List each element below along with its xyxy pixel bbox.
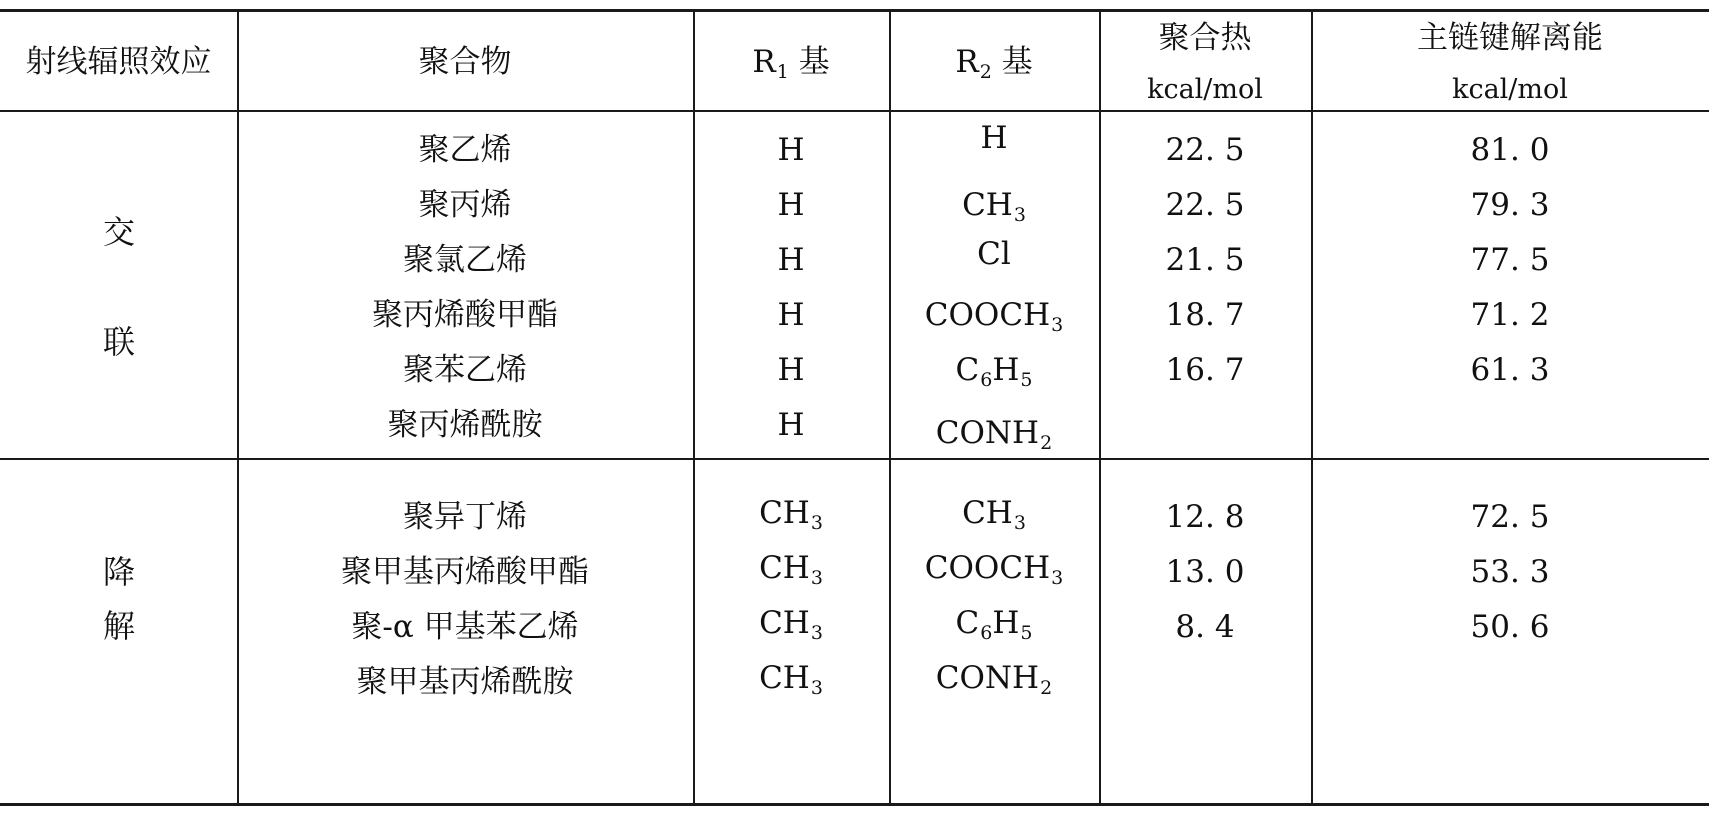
r1-group: $CH_3$ [759, 550, 823, 589]
r2-group: $COOCH_3$ [924, 550, 1064, 589]
bond-dissociation-energy: 79. 3 [1470, 187, 1550, 223]
r1-group: H [777, 187, 805, 223]
bottom-rule [0, 803, 1709, 806]
r2-group: $CH_3$ [962, 495, 1026, 534]
polymer-name: 聚乙烯 [418, 132, 512, 168]
bond-dissociation-energy: 71. 2 [1470, 297, 1550, 333]
polymer-name: 聚氯乙烯 [403, 242, 527, 278]
group-label-char: 联 [102, 323, 135, 361]
header-heat-unit: kcal/mol [1147, 74, 1263, 105]
bond-dissociation-energy: 77. 5 [1470, 242, 1550, 278]
header-heat: 聚合热 [1158, 20, 1252, 56]
r1-group: H [777, 297, 805, 333]
r2-group: $C_6H_5$ [955, 352, 1033, 391]
polymerization-heat: 8. 4 [1175, 609, 1235, 645]
bond-dissociation-energy: 72. 5 [1470, 499, 1550, 535]
polymer-name: 聚丙烯 [418, 187, 512, 223]
r2-group: Cl [977, 236, 1011, 272]
polymerization-heat: 18. 7 [1165, 297, 1245, 333]
r1-group: H [777, 352, 805, 388]
polymerization-heat: 22. 5 [1165, 187, 1245, 223]
polymer-name: 聚苯乙烯 [403, 352, 527, 388]
polymer-name: 聚丙烯酰胺 [387, 407, 543, 443]
top-rule [0, 9, 1709, 12]
polymer-name: 聚甲基丙烯酸甲酯 [341, 554, 589, 590]
group-divider [0, 458, 1709, 460]
polymerization-heat: 13. 0 [1165, 554, 1245, 590]
r2-group: $C_6H_5$ [955, 605, 1033, 644]
group-label-char: 交 [102, 213, 135, 251]
group-label-char: 解 [102, 607, 135, 645]
polymerization-heat: 12. 8 [1165, 499, 1245, 535]
polymer-name: 聚-α 甲基苯乙烯 [351, 609, 579, 645]
header-energy-unit: kcal/mol [1452, 74, 1568, 105]
r2-group: $CH_3$ [962, 187, 1026, 226]
r2-group: $CONH_2$ [935, 660, 1053, 699]
polymer-name: 聚异丁烯 [403, 499, 527, 535]
bond-dissociation-energy: 81. 0 [1470, 132, 1550, 168]
header-polymer: 聚合物 [418, 44, 512, 80]
polymerization-heat: 16. 7 [1165, 352, 1245, 388]
polymer-name: 聚甲基丙烯酰胺 [356, 664, 574, 700]
header-energy: 主链键解离能 [1417, 20, 1603, 56]
header-effect: 射线辐照效应 [25, 44, 212, 80]
header-rule [0, 110, 1709, 112]
r2-group: $COOCH_3$ [924, 297, 1064, 336]
r1-group: H [777, 132, 805, 168]
r1-group: H [777, 407, 805, 443]
polymer-name: 聚丙烯酸甲酯 [372, 297, 558, 333]
r1-group: $CH_3$ [759, 495, 823, 534]
group-label-char: 降 [102, 553, 135, 591]
bond-dissociation-energy: 50. 6 [1470, 609, 1550, 645]
header-r1: $R_1$ 基 [752, 44, 830, 83]
r2-group: $CONH_2$ [935, 415, 1053, 454]
header-r2: $R_2$ 基 [955, 44, 1033, 83]
polymerization-heat: 21. 5 [1165, 242, 1245, 278]
polymerization-heat: 22. 5 [1165, 132, 1245, 168]
bond-dissociation-energy: 53. 3 [1470, 554, 1550, 590]
r1-group: $CH_3$ [759, 660, 823, 699]
bond-dissociation-energy: 61. 3 [1470, 352, 1550, 388]
r2-group: H [980, 120, 1008, 156]
r1-group: H [777, 242, 805, 278]
r1-group: $CH_3$ [759, 605, 823, 644]
